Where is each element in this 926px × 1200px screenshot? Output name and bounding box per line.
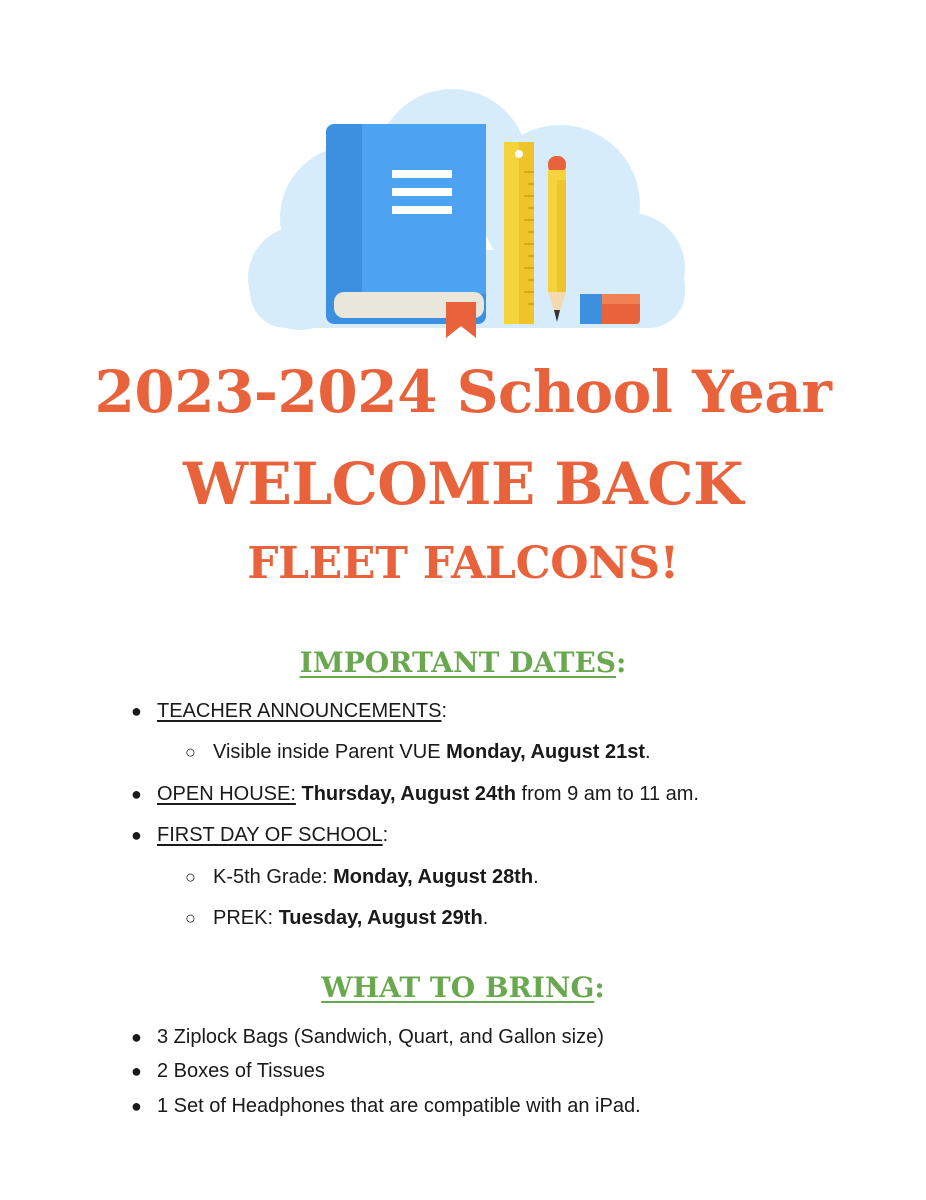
list-item-headphones: ● 1 Set of Headphones that are compatible with an iPad.: [131, 1095, 641, 1117]
bullet-icon: ●: [131, 825, 142, 845]
pencil-icon: [548, 156, 566, 322]
bullet-icon: ●: [131, 1096, 142, 1116]
list-item-k5: ○ K-5th Grade: Monday, August 28th.: [185, 866, 539, 888]
eraser-icon: [580, 294, 640, 324]
important-dates-heading: IMPORTANT DATES:: [299, 646, 627, 679]
list-item-tissues: ● 2 Boxes of Tissues: [131, 1060, 325, 1082]
list-item-open-house: ● OPEN HOUSE: Thursday, August 24th from 9 am to 11 am.: [131, 783, 699, 805]
list-item-ziplock: ● 3 Ziplock Bags (Sandwich, Quart, and Gallon size): [131, 1026, 604, 1048]
school-supplies-illustration: [0, 0, 926, 345]
sub-bullet-icon: ○: [185, 742, 196, 762]
title-fleet-falcons: FLEET FALCONS!: [247, 538, 679, 589]
book-icon: [326, 124, 486, 338]
list-item-first-day: ● FIRST DAY OF SCHOOL:: [131, 824, 389, 846]
title-school-year: 2023-2024 School Year: [94, 358, 832, 426]
bullet-icon: ●: [131, 1027, 142, 1047]
ruler-icon: [504, 142, 534, 324]
title-welcome-back: WELCOME BACK: [182, 450, 743, 518]
list-item-prek: ○ PREK: Tuesday, August 29th.: [185, 907, 489, 929]
sub-bullet-icon: ○: [185, 908, 196, 928]
what-to-bring-heading: WHAT TO BRING:: [321, 971, 605, 1004]
bullet-icon: ●: [131, 701, 142, 721]
sub-bullet-icon: ○: [185, 867, 196, 887]
list-item-teacher-announcements: ● TEACHER ANNOUNCEMENTS:: [131, 700, 448, 722]
bullet-icon: ●: [131, 1061, 142, 1081]
list-item-parent-vue: ○ Visible inside Parent VUE Monday, August 21st.: [185, 741, 651, 763]
bullet-icon: ●: [131, 784, 142, 804]
